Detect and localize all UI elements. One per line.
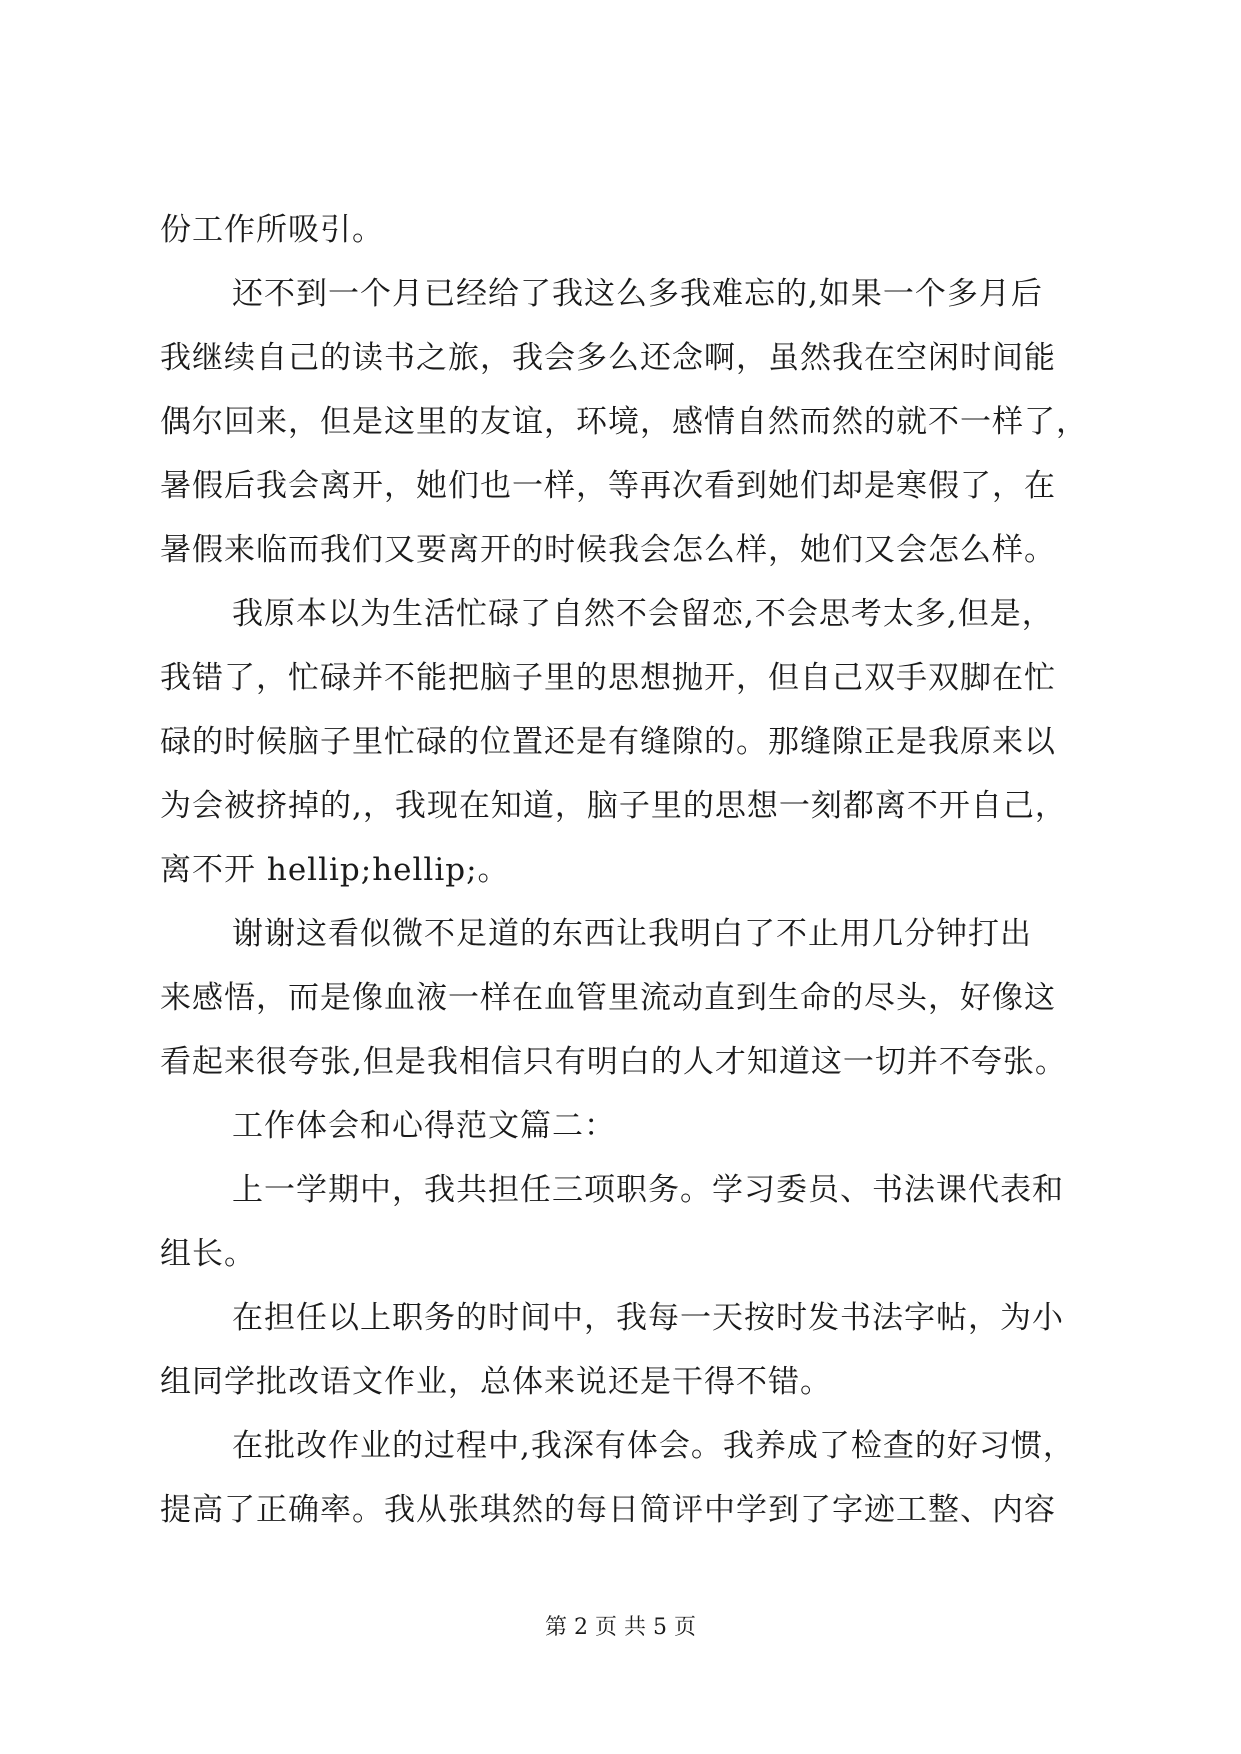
- document-body: [160, 198, 1090, 1542]
- section-heading: 工作体会和心得范文篇二：: [232, 1108, 616, 1144]
- text-line: 为会被挤掉的,，我现在知道，脑子里的思想一刻都离不开自己，: [160, 788, 1067, 824]
- text-line: 上一学期中，我共担任三项职务。学习委员、书法课代表和: [232, 1172, 1064, 1208]
- text-line: 来感悟，而是像血液一样在血管里流动直到生命的尽头，好像这: [160, 980, 1056, 1016]
- text-line: 组同学批改语文作业，总体来说还是干得不错。: [160, 1364, 832, 1400]
- text-line: 组长。: [160, 1236, 256, 1272]
- text-line: 暑假来临而我们又要离开的时候我会怎么样，她们又会怎么样。: [160, 532, 1056, 568]
- text-line: 我继续自己的读书之旅，我会多么还念啊，虽然我在空闲时间能: [160, 340, 1056, 376]
- text-line: 在批改作业的过程中,我深有体会。我养成了检查的好习惯，: [232, 1428, 1075, 1464]
- text-line: 碌的时候脑子里忙碌的位置还是有缝隙的。那缝隙正是我原来以: [160, 724, 1056, 760]
- text-line: 还不到一个月已经给了我这么多我难忘的,如果一个多月后: [232, 276, 1043, 312]
- text-line: 我错了，忙碌并不能把脑子里的思想抛开，但自己双手双脚在忙: [160, 660, 1056, 696]
- text-line: 提高了正确率。我从张琪然的每日简评中学到了字迹工整、内容: [160, 1492, 1056, 1528]
- text-line: 看起来很夸张,但是我相信只有明白的人才知道这一切并不夸张。: [160, 1044, 1067, 1080]
- text-line: 份工作所吸引。: [160, 212, 384, 248]
- text-line: 离不开 hellip;hellip;。: [160, 852, 510, 888]
- text-line: 暑假后我会离开，她们也一样，等再次看到她们却是寒假了，在: [160, 468, 1056, 504]
- text-line: 在担任以上职务的时间中，我每一天按时发书法字帖，为小: [232, 1300, 1064, 1336]
- text-line: 谢谢这看似微不足道的东西让我明白了不止用几分钟打出: [232, 916, 1032, 952]
- text-line: 我原本以为生活忙碌了自然不会留恋,不会思考太多,但是，: [232, 596, 1054, 632]
- page-number-footer: 第 2 页 共 5 页: [545, 1615, 696, 1640]
- text-line: 偶尔回来，但是这里的友谊，环境，感情自然而然的就不一样了，: [160, 404, 1088, 440]
